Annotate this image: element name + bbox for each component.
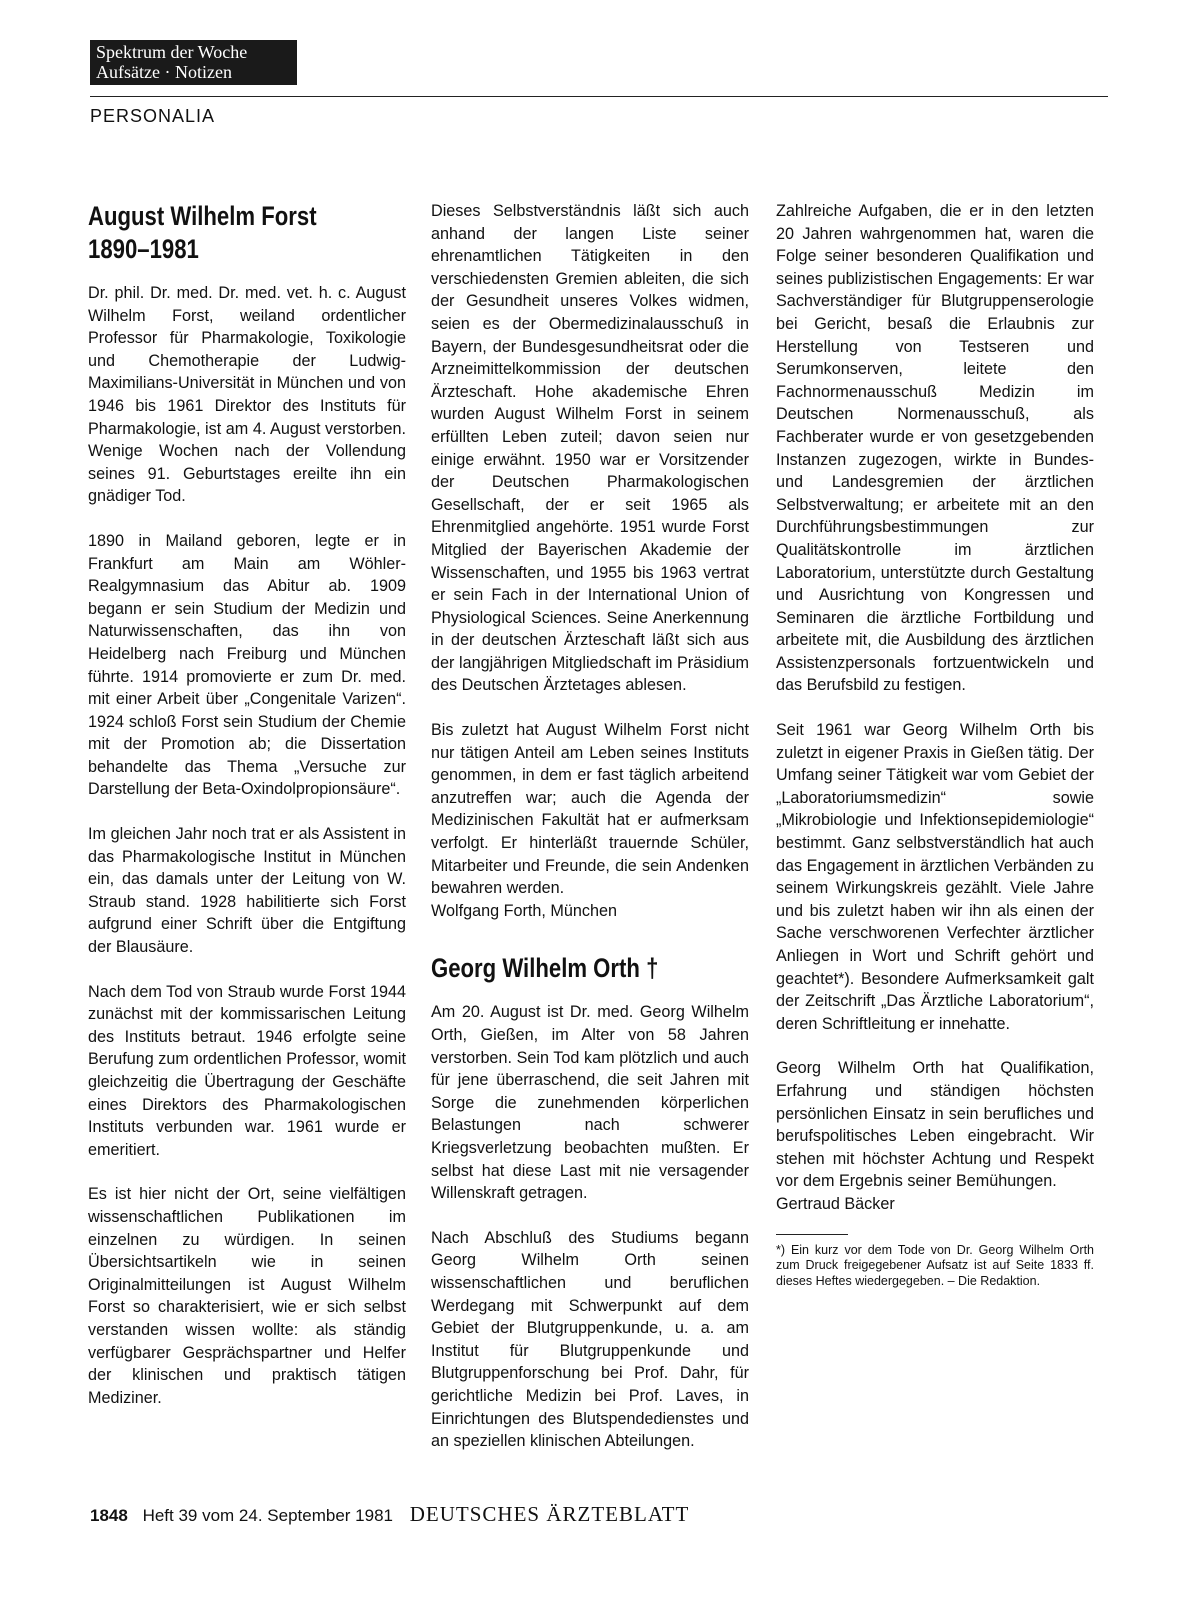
article1-author: Wolfgang Forth, München — [431, 901, 617, 920]
article1-paragraph: Bis zuletzt hat August Wilhelm Forst nicht nur tätigen Anteil am Leben seines Instituts genommen, in dem er fast täglich arbeitend anzutreffen war; auch die Agenda der Medizinischen Fakultät hat er aufmerksam verfolgt. Er hinterläßt trauernde Schüler, Mitarbeiter und Freunde, die sein Andenken bewahren werden. — [431, 721, 749, 898]
column-3 — [776, 200, 1094, 1289]
article2-paragraph: Nach Abschluß des Studiums begann Georg Wilhelm Orth seinen wissenschaftlichen und beruflichen Werdegang mit Schwerpunkt auf dem Gebiet der Blutgruppenkunde, u. a. am Institut für Blutgruppenkunde und Blutgruppenforschung bei Prof. Dahr, für gerichtliche Medizin bei Prof. Laves, in Einrichtungen des Blutspendedienstes und an speziellen klinischen Abteilungen. — [431, 1228, 749, 1451]
article1-paragraph: 1890 in Mailand geboren, legte er in Frankfurt am Main am Wöhler-Realgymnasium das Abitur ab. 1909 begann er sein Studium der Medizin und Naturwissenschaften, das ihn von Heidelberg nach Freiburg und München führte. 1914 promovierte er zum Dr. med. mit einer Arbeit über „Congenitale Varizen“. 1924 schloß Forst sein Studium der Chemie mit der Promotion ab; die Dissertation behandelte das Thema „Versuche zur Darstellung der Beta-Oxindolpropionsäure“. — [88, 531, 406, 799]
section-label: PERSONALIA — [90, 106, 216, 126]
article2-title: Georg Wilhelm Orth † — [431, 953, 659, 984]
header-line-2: Aufsätze · Notizen — [96, 62, 232, 82]
page-number: 1848 — [90, 1506, 128, 1525]
article2-paragraph: Georg Wilhelm Orth hat Qualifikation, Erfahrung und ständigen höchsten persönlichen Einsatz in sein berufliches und berufspolitisches Leben eingebracht. Wir stehen mit höchster Achtung und Respekt vor dem Ergebnis seiner Bemühungen. — [776, 1059, 1094, 1191]
article2-paragraph: Zahlreiche Aufgaben, die er in den letzten 20 Jahren wahrgenommen hat, waren die Folge seiner besonderen Qualifikation und seines publizistischen Engagements: Er war Sachverständiger für Blutgruppenserologie bei Gericht, besaß die Erlaubnis zur Herstellung von Testseren und Serumkonserven, leitete den Fachnormenausschuß Medizin im Deutschen Normenausschuß, als Fachberater wurde er von gesetzgebenden Instanzen zugezogen, wirkte in Bundes- und Landesgremien der ärztlichen Selbstverwaltung; er arbeitete mit an den Durchführungsbestimmungen zur Qualitätskontrolle im ärztlichen Laboratorium, unterstützte durch Gestaltung und Ausrichtung von Kongressen und Seminaren die ärztliche Fortbildung und arbeitete mit, die Ausbildung des ärztlichen Assistenzpersonals fortzuentwickeln und das Berufsbild zu festigen. — [776, 202, 1094, 695]
issue-info: Heft 39 vom 24. September 1981 — [142, 1506, 393, 1525]
article1-title — [88, 200, 349, 266]
footnote: *) Ein kurz vor dem Tode von Dr. Georg Wilhelm Orth zum Druck freigegebener Aufsatz ist auf Seite 1833 ff. dieses Heftes wiedergegeben. – Die Redaktion. — [776, 1242, 1094, 1288]
article1-title-years: 1890–1981 — [88, 234, 199, 264]
article1-paragraph: Dieses Selbstverständnis läßt sich auch anhand der langen Liste seiner ehrenamtlichen Tätigkeiten in den verschiedensten Gremien ableiten, die sich der Gesundheit unseres Volkes widmen, seien es der Obermedizinalausschuß in Bayern, der Bundesgesundheitsrat oder die Arzneimittelkommission der deutschen Ärzteschaft. Hohe akademische Ehren wurden August Wilhelm Forst in seinem erfüllten Leben zuteil; davon seien nur einige erwähnt. 1950 war er Vorsitzender der Deutschen Pharmakologischen Gesellschaft, der er seit 1965 als Ehrenmitglied angehörte. 1951 wurde Forst Mitglied der Bayerischen Akademie der Wissenschaften, und 1955 bis 1963 vertrat er sein Fach in der International Union of Physiological Sciences. Seine Anerkennung in der deutschen Ärzteschaft läßt sich aus der langjährigen Mitgliedschaft im Präsidium des Deutschen Ärztetages ablesen. — [431, 202, 749, 695]
header-line-1: Spektrum der Woche — [96, 42, 248, 62]
page-footer — [90, 1502, 689, 1527]
article2-paragraph: Am 20. August ist Dr. med. Georg Wilhelm Orth, Gießen, im Alter von 58 Jahren verstorben. Sein Tod kam plötzlich und auch für jene überraschend, die seit Jahren mit Sorge die zunehmenden körperlichen Belastungen nach schwerer Kriegsverletzung beobachten mußten. Er selbst hat diese Last mit nie versagender Willenskraft getragen. — [431, 1003, 749, 1203]
article1-paragraph: Nach dem Tod von Straub wurde Forst 1944 zunächst mit der kommissarischen Leitung des Instituts betraut. 1946 erfolgte seine Berufung zum ordentlichen Professor, womit gleichzeitig die Übertragung der Geschäfte eines Direktors des Pharmakologischen Instituts verbunden war. 1961 wurde er emeritiert. — [88, 982, 406, 1159]
article2-paragraph: Seit 1961 war Georg Wilhelm Orth bis zuletzt in eigener Praxis in Gießen tätig. Der Umfang seiner Tätigkeit war vom Gebiet der „Laboratoriumsmedizin“ sowie „Mikrobiologie und Infektionsepidemiologie“ bestimmt. Ganz selbstverständlich hat auch das Engagement in ärztlichen Verbänden zu seinem Wirkungskreis gezählt. Viele Jahre und bis zuletzt haben wir ihn als einen der Sache verschworenen Verfechter ärztlicher Anliegen in Wort und Schrift gehört und geachtet*). Besondere Aufmerksamkeit galt der Zeitschrift „Das Ärztliche Laboratorium“, deren Schriftleitung er innehatte. — [776, 721, 1094, 1033]
article1-paragraph: Dr. phil. Dr. med. Dr. med. vet. h. c. August Wilhelm Forst, weiland ordentlicher Professor für Pharmakologie, Toxikologie und Chemotherapie der Ludwig-Maximilians-Universität in München und von 1946 bis 1961 Direktor des Instituts für Pharmakologie, ist am 4. August verstorben. Wenige Wochen nach der Vollendung seines 91. Geburtstages ereilte ihn ein gnädiger Tod. — [88, 284, 406, 506]
header-rule — [90, 96, 1108, 97]
column-2 — [431, 200, 749, 1453]
footnote-rule — [776, 1234, 848, 1235]
article2-author: Gertraud Bäcker — [776, 1194, 895, 1213]
section-header-box — [90, 40, 297, 85]
article1-paragraph: Im gleichen Jahr noch trat er als Assistent in das Pharmakologische Institut in München ein, das damals unter der Leitung von W. Straub stand. 1928 habilitierte sich Forst aufgrund einer Schrift über die Entgiftung der Blausäure. — [88, 825, 406, 957]
magazine-name: DEUTSCHES ÄRZTEBLATT — [409, 1502, 690, 1526]
article1-paragraph: Es ist hier nicht der Ort, seine vielfältigen wissenschaftlichen Publikationen im einzelnen zu würdigen. In seinen Übersichtsartikeln wie in seinen Originalmitteilungen ist August Wilhelm Forst so charakterisiert, wie er sich selbst verstanden wissen wollte: als ständig verfügbarer Gesprächspartner und Helfer der klinischen und praktisch tätigen Mediziner. — [88, 1185, 406, 1407]
article1-title-name: August Wilhelm Forst — [88, 201, 317, 231]
column-1 — [88, 200, 406, 1409]
